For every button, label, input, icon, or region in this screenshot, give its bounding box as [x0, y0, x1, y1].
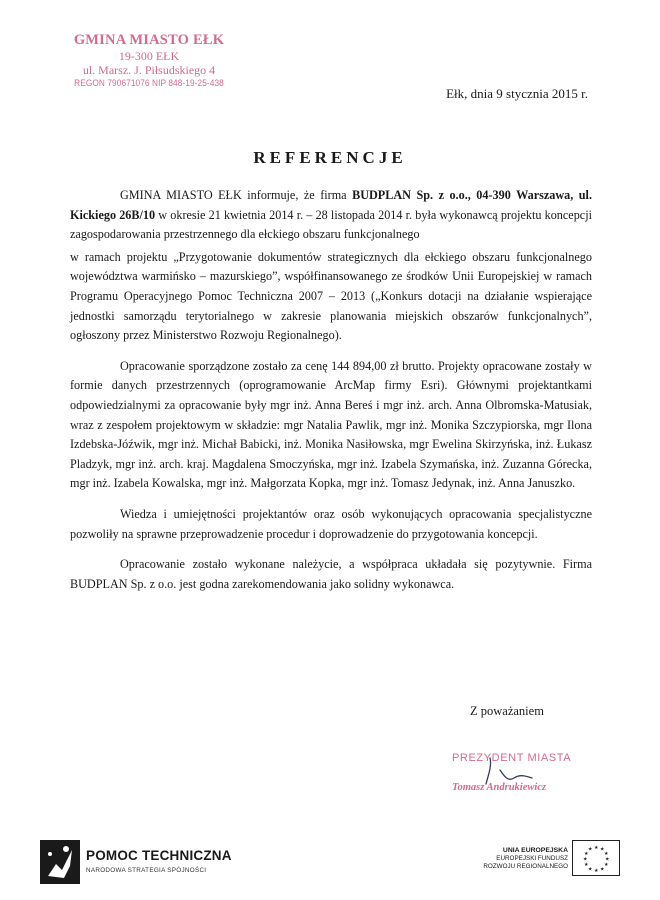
- signatory-title-stamp: PREZYDENT MIASTA: [452, 752, 572, 764]
- pomoc-techniczna-name: POMOC TECHNICZNA: [86, 848, 232, 863]
- pomoc-techniczna-emblem-icon: [40, 840, 80, 884]
- municipality-stamp: [44, 32, 254, 89]
- closing-regards: Z poważaniem: [470, 704, 544, 718]
- svg-text:★: ★: [600, 846, 605, 853]
- paragraph-5: Opracowanie zostało wykonane należycie, a współpraca układała się pozytywnie. Firma BUDPLAN Sp. z o.o. jest godna zarekomendowania jako solidny wykonawca.: [70, 557, 592, 591]
- svg-text:★: ★: [588, 866, 593, 873]
- stamp-line-street: ul. Marsz. J. Piłsudskiego 4: [82, 63, 216, 77]
- eu-line-1: UNIA EUROPEJSKA: [502, 847, 568, 854]
- letter-title: REFERENCJE: [253, 148, 407, 167]
- svg-text:★: ★: [594, 845, 599, 851]
- letter-date: Ełk, dnia 9 stycznia 2015 r.: [446, 86, 588, 101]
- stamp-line-postcode: 19-300 EŁK: [118, 49, 180, 63]
- paragraph-1-intro: GMINA MIASTO EŁK informuje, że firma: [120, 188, 353, 202]
- pomoc-techniczna-subtitle: NARODOWA STRATEGIA SPÓJNOŚCI: [86, 867, 207, 874]
- eu-flag-icon: [572, 840, 620, 876]
- letter-body: [70, 186, 592, 594]
- pomoc-techniczna-logo: [40, 838, 280, 888]
- svg-text:★: ★: [584, 862, 589, 868]
- eu-fund-label: [478, 846, 568, 871]
- svg-text:★: ★: [583, 856, 588, 863]
- company-name: BUDPLAN Sp. z o.o., 04-390 Warszawa, ul. Kickiego 26B/10: [70, 188, 592, 222]
- svg-text:★: ★: [594, 868, 599, 874]
- svg-text:★: ★: [604, 862, 609, 868]
- svg-text:★: ★: [588, 846, 593, 853]
- eu-line-3: ROZWOJU REGIONALNEGO: [483, 863, 568, 870]
- svg-text:★: ★: [584, 851, 589, 857]
- paragraph-1: [70, 186, 592, 245]
- svg-text:★: ★: [605, 856, 610, 863]
- paragraph-1-rest: w okresie 21 kwietnia 2014 r. – 28 listopada 2014 r. była wykonawcą projektu koncepcji zagospodarowania przestrzennego dla ełckiego obszaru funkcjonalnego: [70, 207, 592, 242]
- svg-text:★: ★: [600, 866, 605, 873]
- paragraph-3: Opracowanie sporządzone zostało za cenę 144 894,00 zł brutto. Projekty opracowane zostały w formie danych przestrzennych (oprogramowanie ArcMap firmy Esri). Głównymi projektantkami odpowiedzialnymi za opracowanie były mgr inż. Anna Bereś i mgr inż. arch. Anna Olbromska-Matusiak, wraz z zespołem projektowym w składzie: mgr Natalia Pawlik, mgr inż. Monika Szczypiorska, mgr Ilona Izdebska-Jóźwik, mgr inż. Michał Babicki, inż. Monika Nasiłowska, mgr Ewelina Skirzyńska, inż. Łukasz Pladzyk, mgr inż. arch. kraj. Magdalena Smoczyńska, mgr inż. Izabela Szymańska, inż. Zuzanna Górecka, mgr inż. Izabela Kowalska, mgr inż. Małgorzata Kopka, mgr inż. Tomasz Jedynak, inż. Anna Januszko.: [70, 358, 592, 491]
- stamp-line-regon: REGON 790671076 NIP 848-19-25-438: [74, 78, 224, 88]
- paragraph-2: w ramach projektu „Przygotowanie dokumentów strategicznych dla ełckiego obszaru funkcjonalnego województwa warmińsko – mazurskiego”, współfinansowanego ze środków Unii Europejskiej w ramach Programu Operacyjnego Pomoc Techniczna 2007 – 2013 („Konkurs dotacji na działanie wspierające jednostki samorządu terytorialnego w zakresie planowania miejskich obszarów funkcjonalnych”, ogłoszony przez Ministerstwo Rozwoju Regionalnego).: [70, 249, 592, 343]
- eu-line-2: EUROPEJSKI FUNDUSZ: [496, 855, 568, 862]
- stamp-line-name: GMINA MIASTO EŁK: [73, 32, 225, 48]
- signatory-name-stamp: Tomasz Andrukiewicz: [452, 782, 547, 793]
- paragraph-4: Wiedza i umiejętności projektantów oraz osób wykonujących opracowania specjalistyczne pozwoliły na sprawne przeprowadzenie procedur i doprowadzenie do przygotowania koncepcji.: [70, 506, 592, 541]
- svg-text:★: ★: [604, 851, 609, 857]
